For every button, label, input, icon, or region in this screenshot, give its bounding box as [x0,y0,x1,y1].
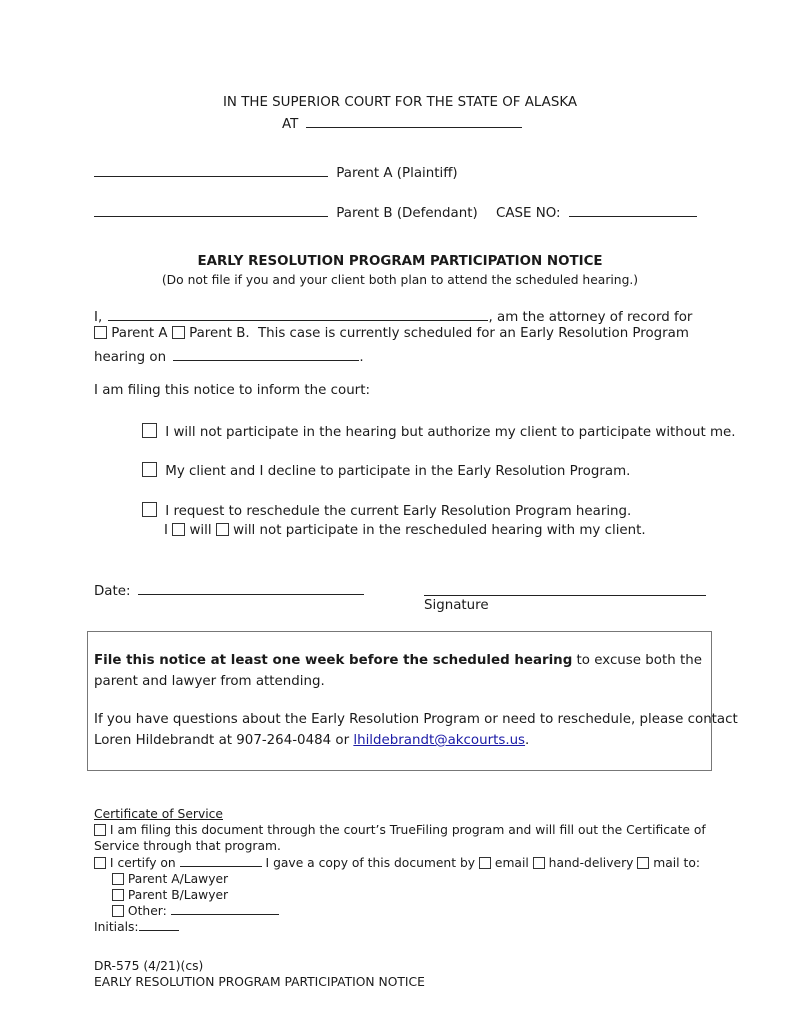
option-1-checkbox[interactable] [142,423,157,438]
parent-a-name-field[interactable] [94,162,328,177]
truefiling-checkbox[interactable] [94,824,106,836]
footer [94,958,425,990]
other-label: Other: [127,904,167,919]
attorney-line [94,306,692,325]
option-2-checkbox[interactable] [142,462,157,477]
parent-a-checkbox[interactable] [94,326,107,339]
option-3-checkbox[interactable] [142,502,157,517]
email-checkbox[interactable] [479,857,491,869]
attorney-prefix: I, [94,310,103,325]
parent-b-option-label: Parent B. [189,326,250,341]
option-2-label: My client and I decline to participate in the Early Resolution Program. [165,464,631,479]
gave-copy-label: I gave a copy of this document by [265,855,476,870]
email-label: email [494,855,529,870]
option-3-label: I request to reschedule the current Early Resolution Program hearing. [165,504,632,519]
initials-label: Initials: [94,920,139,935]
parent-b-label: Parent B (Defendant) [336,206,478,221]
form-title: EARLY RESOLUTION PROGRAM PARTICIPATION NOTICE [94,975,425,989]
notice-line-1 [94,653,702,668]
date-field[interactable] [138,580,364,595]
period: . [359,350,364,365]
truefiling-row [94,822,706,838]
hearing-on-line [94,346,364,365]
parent-a-option-label: Parent A [111,326,168,341]
party-line [94,326,689,341]
initials-field[interactable] [139,919,179,931]
contact-text: Loren Hildebrandt at 907-264-0484 or [94,733,354,748]
other-field[interactable] [171,903,279,915]
notice-box [87,631,712,771]
notice-line-2: parent and lawyer from attending. [94,674,325,689]
at-line [282,115,522,132]
date-label: Date: [94,584,131,599]
attorney-name-field[interactable] [108,306,488,321]
option-row-3 [142,502,631,519]
truefiling-label: I am filing this document through the court’s TrueFiling program and will fill out the Certificate of [109,823,706,838]
inform-intro: I am filing this notice to inform the court: [94,383,370,398]
certify-on-label: I certify on [109,855,176,870]
mail-to-label: mail to: [653,855,700,870]
case-no-field[interactable] [569,202,697,217]
parent-a-lawyer-label: Parent A/Lawyer [127,871,229,886]
will-checkbox[interactable] [172,523,185,536]
certify-checkbox[interactable] [94,857,106,869]
signature-label: Signature [424,598,489,613]
recipient-row-b [94,887,706,903]
at-location-field[interactable] [306,115,522,128]
case-no-label: CASE NO: [495,206,561,221]
hand-delivery-label: hand-delivery [548,855,634,870]
will-label: will [189,523,212,538]
parent-b-row [94,202,697,221]
hand-delivery-checkbox[interactable] [533,857,545,869]
at-label: AT [282,117,299,132]
certificate-of-service [94,806,706,936]
page-subtitle: (Do not file if you and your client both plan to attend the scheduled hearing.) [161,273,639,287]
option-row-1 [142,423,736,440]
notice-rest-text: to excuse both the [572,653,702,668]
contact-line-1: If you have questions about the Early Resolution Program or need to reschedule, please contact [94,712,738,727]
email-link[interactable]: lhildebrandt@akcourts.us [353,733,526,748]
will-not-label: will not participate in the rescheduled hearing with my client. [233,523,646,538]
parent-a-row [94,162,458,181]
certify-row [94,855,706,871]
certificate-title: Certificate of Service [94,807,223,821]
parent-a-label: Parent A (Plaintiff) [336,166,458,181]
form-id: DR-575 (4/21)(cs) [94,959,204,973]
court-heading [0,95,800,110]
initials-row [94,919,706,935]
scheduled-text: This case is currently scheduled for an Early Resolution Program [257,326,689,341]
contact-line-2 [94,733,529,748]
mail-checkbox[interactable] [637,857,649,869]
reschedule-participation-row [164,523,646,538]
parent-b-lawyer-label: Parent B/Lawyer [127,888,229,903]
date-row [94,580,364,599]
parent-b-lawyer-checkbox[interactable] [112,889,124,901]
sub-prefix: I [164,523,168,538]
recipient-row-other [94,903,706,919]
truefiling-label-cont: Service through that program. [94,839,281,854]
attorney-suffix: , am the attorney of record for [488,310,693,325]
recipient-row-a [94,871,706,887]
other-checkbox[interactable] [112,905,124,917]
period: . [525,733,530,748]
hearing-date-field[interactable] [173,346,359,361]
parent-a-lawyer-checkbox[interactable] [112,873,124,885]
parent-b-name-field[interactable] [94,202,328,217]
notice-deadline-text: File this notice at least one week before the scheduled hearing [94,653,573,668]
page-title: EARLY RESOLUTION PROGRAM PARTICIPATION NOTICE [197,254,603,269]
certify-date-field[interactable] [180,855,262,867]
signature-field[interactable] [424,582,706,596]
option-row-2 [142,462,630,479]
hearing-on-label: hearing on [94,350,167,365]
will-not-checkbox[interactable] [216,523,229,536]
option-1-label: I will not participate in the hearing but authorize my client to participate without me. [165,425,736,440]
parent-b-checkbox[interactable] [172,326,185,339]
court-name: IN THE SUPERIOR COURT FOR THE STATE OF ALASKA [222,95,578,110]
